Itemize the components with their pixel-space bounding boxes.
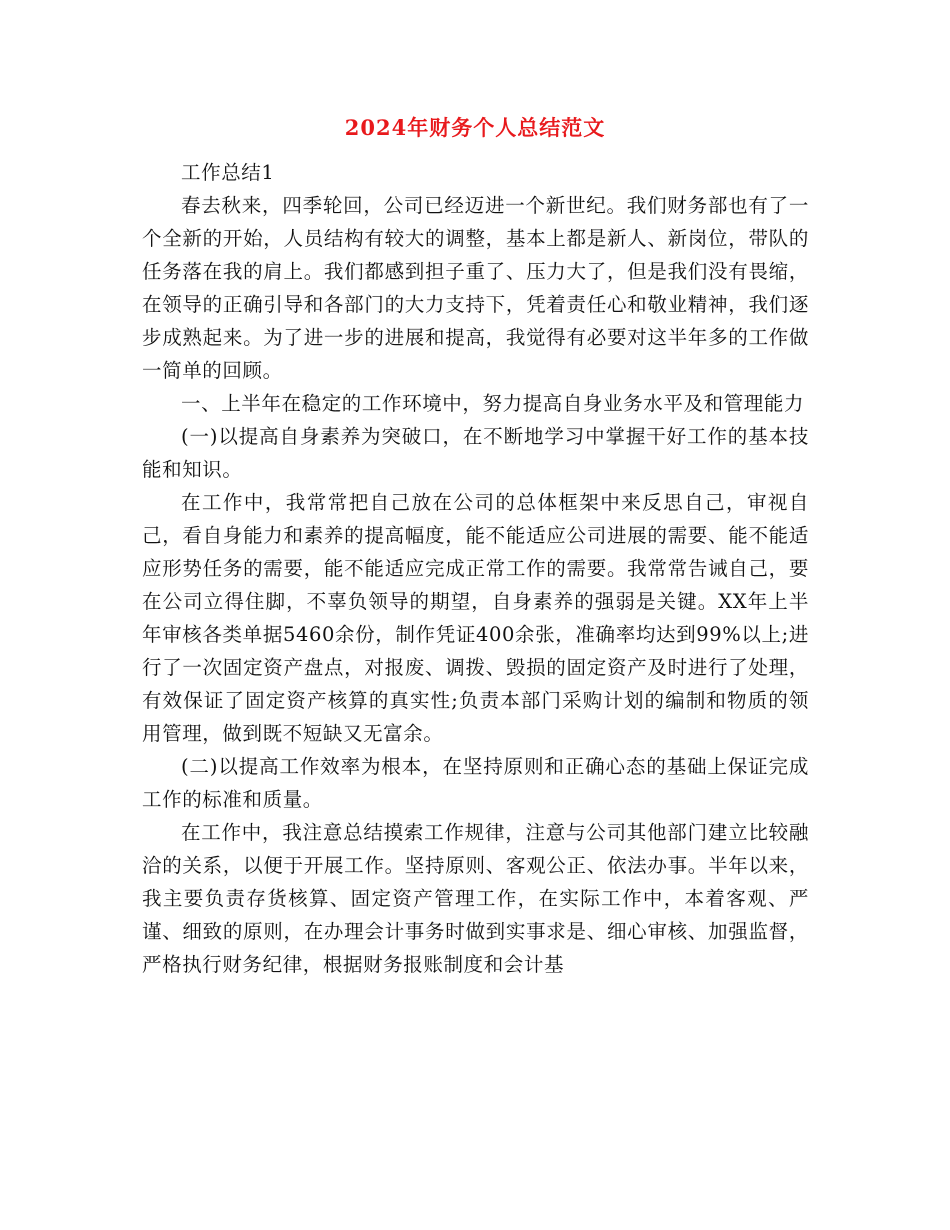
- paragraph: (一)以提高自身素养为突破口，在不断地学习中掌握干好工作的基本技能和知识。: [142, 425, 809, 481]
- paragraph: 在工作中，我常常把自己放在公司的总体框架中来反思自己，审视自己，看自身能力和素养的提高幅度，能不能适应公司进展的需要、能不能适应形势任务的需要，能不能适应完成正常工作的需要。我常常告诫自己，要在公司立得住脚，不辜负领导的期望，自身素养的强弱是关键。XX年上半年审核各类单据5460余份，制作凭证400余张，准确率均达到99%以上;进行了一次固定资产盘点，对报废、调拨、毁损的固定资产及时进行了处理，有效保证了固定资产核算的真实性;负责本部门采购计划的编制和物质的领用管理，做到既不短缺又无富余。: [142, 491, 809, 745]
- paragraph: 春去秋来，四季轮回，公司已经迈进一个新世纪。我们财务部也有了一个全新的开始，人员结构有较大的调整，基本上都是新人、新岗位，带队的任务落在我的肩上。我们都感到担子重了、压力大了，但是我们没有畏缩，在领导的正确引导和各部门的大力支持下，凭着责任心和敬业精神，我们逐步成熟起来。为了进一步的进展和提高，我觉得有必要对这半年多的工作做一简单的回顾。: [142, 194, 809, 382]
- paragraph: 一、上半年在稳定的工作环境中，努力提高自身业务水平及和管理能力: [181, 392, 805, 415]
- document-body: [142, 156, 809, 981]
- document-title: 2024年财务个人总结范文: [344, 115, 606, 140]
- paragraph: (二)以提高工作效率为根本，在坚持原则和正确心态的基础上保证完成工作的标准和质量。: [142, 755, 809, 811]
- paragraph: 在工作中，我注意总结摸索工作规律，注意与公司其他部门建立比较融洽的关系，以便于开展工作。坚持原则、客观公正、依法办事。半年以来，我主要负责存货核算、固定资产管理工作，在实际工作中，本着客观、严谨、细致的原则，在办理会计事务时做到实事求是、细心审核、加强监督，严格执行财务纪律，根据财务报账制度和会计基: [142, 821, 809, 976]
- section-heading: 工作总结1: [181, 161, 275, 184]
